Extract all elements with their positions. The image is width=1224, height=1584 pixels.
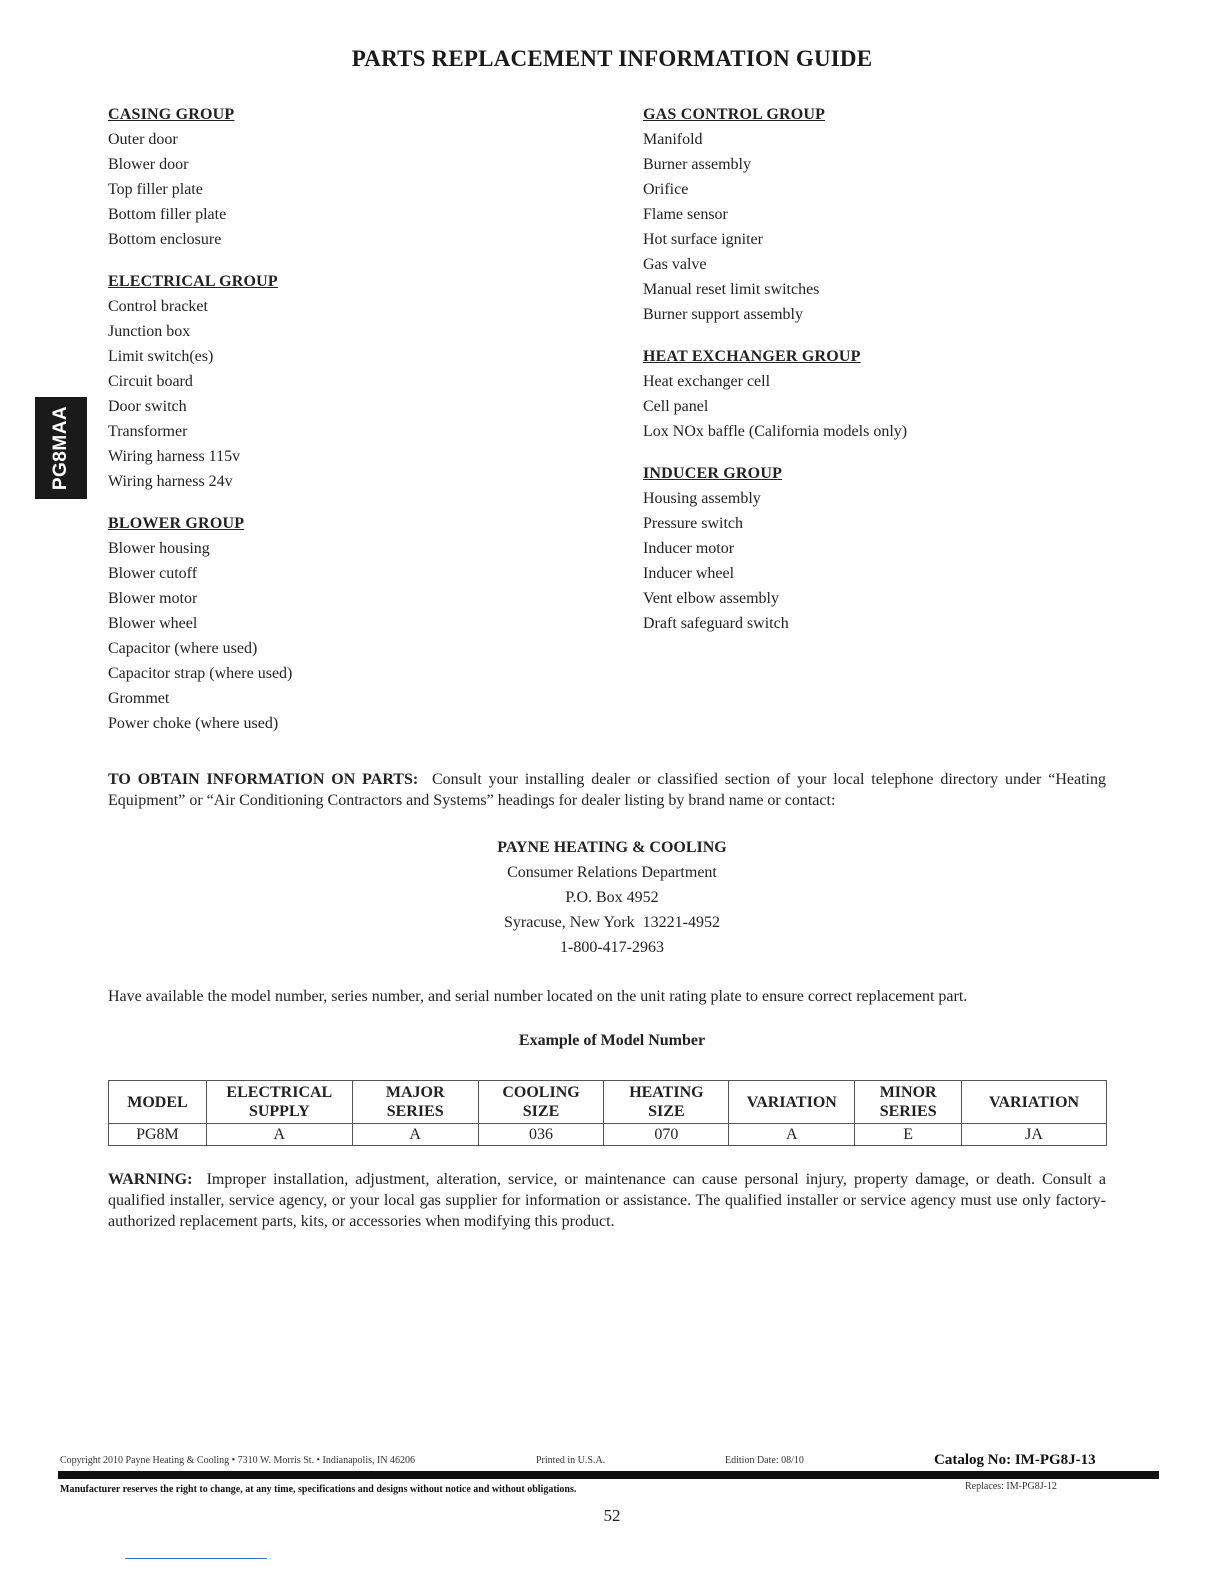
group-heading: CASING GROUP	[108, 106, 235, 123]
part-item: Lox NOx baffle (California models only)	[643, 423, 908, 440]
part-item: Cell panel	[643, 398, 709, 415]
parts-group	[108, 513, 578, 736]
part-item: Manual reset limit switches	[643, 281, 820, 298]
part-item: Circuit board	[108, 373, 193, 390]
group-heading: HEAT EXCHANGER GROUP	[643, 348, 861, 365]
group-heading: BLOWER GROUP	[108, 515, 245, 532]
table-cell: A	[352, 1124, 478, 1146]
parts-group	[108, 104, 578, 252]
column-header	[352, 1081, 478, 1124]
parts-group	[643, 104, 1113, 327]
part-item: Orifice	[643, 181, 689, 198]
footer-printed: Printed in U.S.A.	[536, 1455, 606, 1466]
footer-rule	[58, 1471, 1159, 1479]
table-cell: E	[855, 1124, 962, 1146]
group-heading: INDUCER GROUP	[643, 465, 783, 482]
part-item: Wiring harness 115v	[108, 448, 241, 465]
part-item: Capacitor (where used)	[108, 640, 258, 657]
side-tab-label: PG8MAA	[50, 405, 71, 491]
obtain-info-label: TO OBTAIN INFORMATION ON PARTS:	[108, 771, 419, 788]
column-header	[206, 1081, 352, 1124]
part-item: Blower door	[108, 156, 189, 173]
part-item: Blower motor	[108, 590, 198, 607]
part-item: Door switch	[108, 398, 187, 415]
table-cell: 036	[478, 1124, 604, 1146]
part-item: Blower cutoff	[108, 565, 198, 582]
part-item: Burner assembly	[643, 156, 751, 173]
part-item: Power choke (where used)	[108, 715, 279, 732]
part-item: Housing assembly	[643, 490, 761, 507]
catalog-number: Catalog No: IM-PG8J-13	[934, 1452, 1096, 1468]
part-item: Gas valve	[643, 256, 707, 273]
obtain-info-paragraph	[108, 769, 1106, 811]
po-box: P.O. Box 4952	[565, 889, 659, 906]
table-cell: PG8M	[109, 1124, 207, 1146]
part-item: Blower housing	[108, 540, 210, 557]
phone-number: 1-800-417-2963	[560, 939, 664, 956]
header-line: ELECTRICAL	[226, 1084, 333, 1101]
column-header	[962, 1081, 1107, 1124]
part-item: Blower wheel	[108, 615, 198, 632]
header-line: SERIES	[879, 1103, 937, 1120]
header-line: VARIATION	[746, 1093, 837, 1111]
part-item: Bottom filler plate	[108, 206, 227, 223]
parts-group	[108, 271, 578, 494]
part-item: Junction box	[108, 323, 191, 340]
column-header	[109, 1081, 207, 1124]
contact-address	[0, 835, 1224, 960]
part-item: Transformer	[108, 423, 188, 440]
right-column	[643, 104, 1113, 655]
city-state-zip: Syracuse, New York 13221-4952	[504, 914, 720, 931]
left-column	[108, 104, 578, 755]
parts-group	[643, 346, 1113, 444]
header-line: HEATING	[629, 1084, 704, 1101]
header-line: SIZE	[648, 1103, 685, 1120]
header-line: SERIES	[386, 1103, 444, 1120]
page-title: PARTS REPLACEMENT INFORMATION GUIDE	[351, 46, 873, 71]
part-item: Burner support assembly	[643, 306, 803, 323]
footer-edition-date: Edition Date: 08/10	[725, 1455, 804, 1466]
obtain-info-text: Consult your installing dealer or classified section of your local telephone directory under “Heating Equipment” or “Air Conditioning Contractors and Systems” headings for dealer listing by brand name or contact:	[108, 771, 1107, 809]
link-underline	[125, 1558, 267, 1559]
part-item: Pressure switch	[643, 515, 743, 532]
replaces-note: Replaces: IM-PG8J-12	[965, 1481, 1057, 1492]
header-line: MODEL	[127, 1093, 188, 1111]
parts-group	[643, 463, 1113, 636]
side-tab	[35, 397, 87, 499]
company-name: PAYNE HEATING & COOLING	[497, 839, 727, 856]
table-cell: A	[206, 1124, 352, 1146]
manufacturer-note: Manufacturer reserves the right to change, at any time, specifications and designs without notice and without obligations.	[60, 1484, 577, 1495]
part-item: Control bracket	[108, 298, 208, 315]
column-header	[729, 1081, 855, 1124]
group-heading: GAS CONTROL GROUP	[643, 106, 826, 123]
warning-text: Improper installation, adjustment, alteration, service, or maintenance can cause personal injury, property damage, or death. Consult a qualified installer, service agency, or your local gas supplier for information or assistance. The qualified installer or service agency must use only factory-authorized replacement parts, kits, or accessories when modifying this product.	[108, 1171, 1107, 1230]
page-number: 52	[603, 1506, 621, 1525]
part-item: Grommet	[108, 690, 170, 707]
header-line: SUPPLY	[248, 1103, 310, 1120]
part-item: Heat exchanger cell	[643, 373, 771, 390]
part-item: Capacitor strap (where used)	[108, 665, 293, 682]
header-line: SIZE	[522, 1103, 560, 1120]
header-line: MINOR	[879, 1084, 937, 1101]
part-item: Manifold	[643, 131, 703, 148]
part-item: Inducer motor	[643, 540, 735, 557]
model-number-table	[108, 1080, 1107, 1146]
column-header	[855, 1081, 962, 1124]
footer-copyright: Copyright 2010 Payne Heating & Cooling • 7310 W. Morris St. • Indianapolis, IN 46206	[60, 1455, 416, 1466]
part-item: Hot surface igniter	[643, 231, 763, 248]
example-title: Example of Model Number	[518, 1032, 706, 1049]
part-item: Limit switch(es)	[108, 348, 214, 365]
header-line: COOLING	[502, 1084, 580, 1101]
warning-paragraph	[108, 1169, 1106, 1232]
header-line: VARIATION	[988, 1093, 1080, 1111]
part-item: Outer door	[108, 131, 178, 148]
have-available-paragraph: Have available the model number, series number, and serial number located on the unit rating plate to ensure correct replacement part.	[108, 988, 968, 1005]
warning-label: WARNING:	[108, 1171, 193, 1188]
part-item: Top filler plate	[108, 181, 203, 198]
part-item: Flame sensor	[643, 206, 728, 223]
table-cell: A	[729, 1124, 855, 1146]
table-cell: JA	[962, 1124, 1107, 1146]
part-item: Inducer wheel	[643, 565, 735, 582]
table-cell: 070	[604, 1124, 729, 1146]
part-item: Vent elbow assembly	[643, 590, 779, 607]
part-item: Wiring harness 24v	[108, 473, 233, 490]
part-item: Bottom enclosure	[108, 231, 222, 248]
department: Consumer Relations Department	[507, 864, 717, 881]
column-header	[478, 1081, 604, 1124]
header-line: MAJOR	[385, 1084, 445, 1101]
column-header	[604, 1081, 729, 1124]
group-heading: ELECTRICAL GROUP	[108, 273, 278, 290]
part-item: Draft safeguard switch	[643, 615, 789, 632]
